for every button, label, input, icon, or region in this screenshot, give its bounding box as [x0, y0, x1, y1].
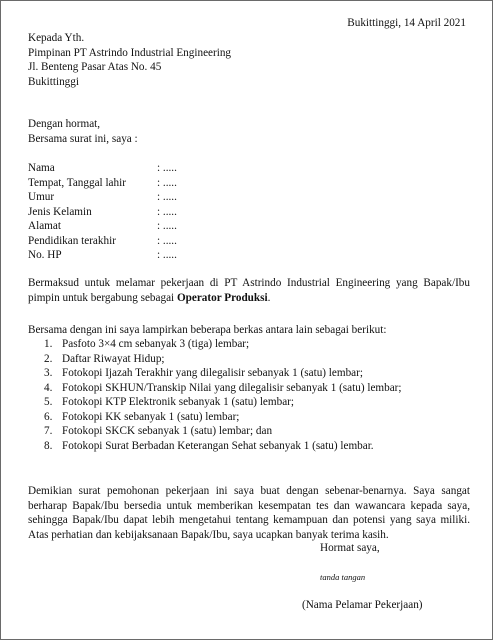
attachments-intro: Bersama dengan ini saya lampirkan beberapa berkas antara lain sebagai berikut: [28, 324, 387, 336]
field-row [28, 219, 228, 234]
field-row [28, 234, 228, 249]
position-name: Operator Produksi [176, 291, 268, 304]
item-number: 8. [44, 439, 53, 452]
salutation: Dengan hormat, [28, 118, 101, 130]
item-text: Fotokopi KTP Elektronik sebanyak 1 (satu) lembar; [62, 396, 294, 408]
intro-line: Bersama surat ini, saya : [28, 132, 138, 145]
closing-salutation: Hormat saya, [320, 542, 380, 554]
field-row [28, 190, 228, 205]
item-text: Daftar Riwayat Hidup; [62, 352, 165, 365]
signature-placeholder: tanda tangan [320, 572, 366, 582]
item-number: 1. [44, 338, 53, 350]
field-label: Tempat, Tanggal lahir [28, 176, 126, 189]
item-text: Fotokopi SKHUN/Transkip Nilai yang dilegalisir sebanyak 1 (satu) lembar; [62, 381, 402, 394]
field-label: Alamat [28, 220, 61, 232]
item-text: Fotokopi SKCK sebanyak 1 (satu) lembar; dan [62, 425, 273, 437]
field-value: : ..... [157, 162, 177, 174]
recipient-to: Kepada Yth. [28, 32, 85, 44]
item-text: Fotokopi KK sebanyak 1 (satu) lembar; [62, 410, 240, 423]
item-number: 2. [44, 352, 53, 365]
field-value: : ..... [157, 220, 177, 232]
field-label: Pendidikan terakhir [28, 234, 116, 247]
closing-paragraph: Demikian surat pemohonan pekerjaan ini saya buat dengan sebenar-benarnya. Saya sangat berharap Bapak/Ibu bersedia untuk memberikan kesempatan tes dan wawancara kepada saya, sehingga Bapak/Ibu dapat lebih mengetahui tentang kemampuan dan potensi yang saya miliki. Atas perhatian dan kebijaksanaan Bapak/Ibu, saya ucapkan banyak terima kasih. [28, 485, 470, 541]
purpose-end: . [267, 291, 271, 304]
item-number: 4. [44, 381, 53, 394]
field-value: : ..... [157, 191, 177, 203]
field-row [28, 176, 228, 191]
recipient-address: Jl. Benteng Pasar Atas No. 45 [28, 61, 162, 73]
field-label: No. HP [28, 249, 62, 261]
field-row [28, 161, 228, 176]
item-text: Fotokopi Surat Berbadan Keterangan Sehat sebanyak 1 (satu) lembar. [62, 439, 374, 452]
item-number: 7. [44, 425, 53, 437]
field-label: Nama [28, 162, 55, 174]
field-label: Umur [28, 191, 55, 203]
letter-date: Bukittinggi, 14 April 2021 [347, 17, 466, 29]
applicant-name: (Nama Pelamar Pekerjaan) [302, 599, 423, 611]
purpose-text: Bermaksud untuk melamar pekerjaan di PT Astrindo Industrial Engineering yang Bapak/Ibu pimpin untuk bergabung sebagai [28, 277, 470, 304]
recipient-city: Bukittinggi [28, 75, 79, 88]
purpose-paragraph [28, 276, 470, 305]
field-value: : ..... [157, 234, 177, 247]
field-row [28, 248, 228, 263]
field-label: Jenis Kelamin [28, 205, 92, 218]
field-value: : ..... [157, 176, 177, 189]
greeting-block [28, 117, 138, 146]
item-number: 5. [44, 396, 53, 408]
item-text: Pasfoto 3×4 cm sebanyak 3 (tiga) lembar; [62, 338, 250, 350]
recipient-block [28, 31, 231, 89]
field-value: : ..... [157, 249, 177, 261]
field-row [28, 205, 228, 220]
item-number: 3. [44, 367, 53, 379]
field-value: : ..... [157, 205, 177, 218]
item-text: Fotokopi Ijazah Terakhir yang dilegalisir sebanyak 1 (satu) lembar; [62, 367, 363, 379]
applicant-fields [28, 161, 228, 263]
recipient-company: Pimpinan PT Astrindo Industrial Engineering [28, 46, 232, 59]
item-number: 6. [44, 410, 53, 423]
